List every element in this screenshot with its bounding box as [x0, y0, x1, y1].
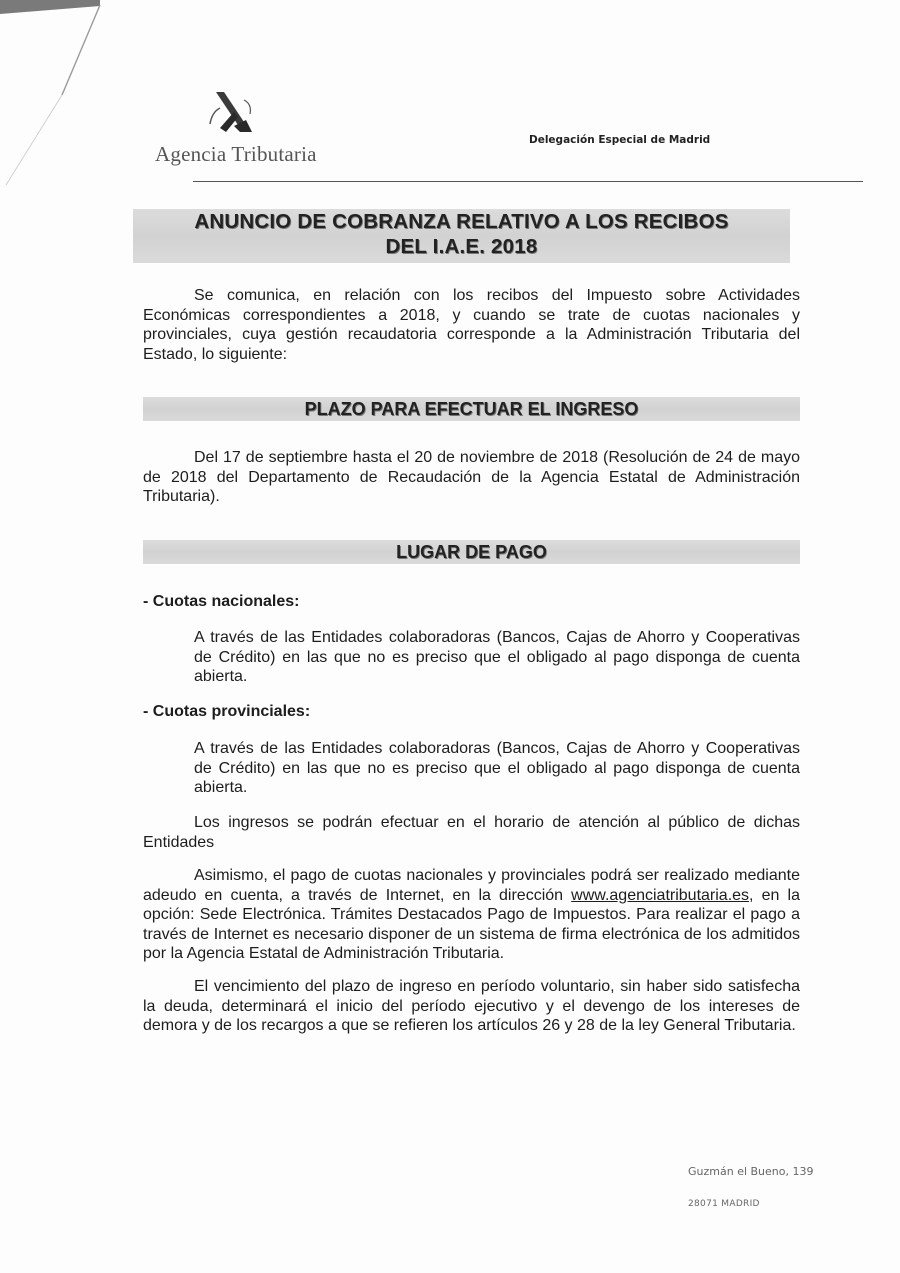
plazo-heading: PLAZO PARA EFECTUAR EL INGRESO: [304, 399, 639, 419]
cuotas-nacionales-label: - Cuotas nacionales:: [143, 593, 300, 610]
internet-paragraph: [143, 866, 800, 964]
agencia-tributaria-emblem-icon: [204, 92, 256, 136]
plazo-heading-bar: [143, 397, 800, 421]
agenciatributaria-link[interactable]: www.agenciatributaria.es: [571, 886, 750, 904]
lugar-heading: LUGAR DE PAGO: [396, 542, 547, 562]
document-title: [133, 209, 790, 263]
lugar-heading-bar: [143, 540, 800, 564]
footer-city: 28071 MADRID: [688, 1199, 760, 1209]
plazo-paragraph: Del 17 de septiembre hasta el 20 de noviembre de 2018 (Resolución de 24 de mayo de 2018 del Departamento de Recaudación de la Agencia Estatal de Administración Tributaria).: [143, 449, 800, 506]
delegacion-label: Delegación Especial de Madrid: [529, 134, 711, 146]
vencimiento-paragraph: El vencimiento del plazo de ingreso en período voluntario, sin haber sido satisfecha la deuda, determinará el inicio del período ejecutivo y el devengo de los intereses de demora y de los recargos a que se refieren los artículos 26 y 28 de la ley General Tributaria.: [143, 978, 800, 1035]
internet-text-before: Asimismo, el pago de cuotas nacionales y provinciales podrá ser realizado mediante adeudo en cuenta, a través de Internet, en la dirección: [143, 867, 800, 904]
cuotas-provinciales-label: - Cuotas provinciales:: [143, 703, 311, 720]
intro-paragraph: Se comunica, en relación con los recibos del Impuesto sobre Actividades Económicas correspondientes a 2018, y cuando se trate de cuotas nacionales y provinciales, cuya gestión recaudatoria corresponde a la Administración Tributaria del Estado, lo siguiente:: [143, 287, 800, 363]
logo-text: Agencia Tributaria: [155, 142, 317, 166]
agencia-tributaria-logo: [150, 92, 320, 172]
cuotas-provinciales-text: A través de las Entidades colaboradoras (Bancos, Cajas de Ahorro y Cooperativas de Crédito) en las que no es preciso que el obligado al pago disponga de cuenta abierta.: [194, 740, 800, 797]
cuotas-nacionales-text: A través de las Entidades colaboradoras (Bancos, Cajas de Ahorro y Cooperativas de Crédito) en las que no es preciso que el obligado al pago disponga de cuenta abierta.: [194, 629, 800, 686]
horario-paragraph: Los ingresos se podrán efectuar en el horario de atención al público de dichas Entidades: [143, 814, 800, 851]
title-line-1: ANUNCIO DE COBRANZA RELATIVO A LOS RECIBOS: [194, 210, 729, 233]
footer-street: Guzmán el Bueno, 139: [688, 1165, 814, 1178]
title-line-2: DEL I.A.E. 2018: [385, 235, 538, 258]
scan-corner-mark: [0, 0, 110, 200]
internet-text-after: , en la opción: Sede Electrónica. Trámites Destacados Pago de Impuestos. Para realizar el pago a través de Internet es necesario disponer de un sistema de firma electrónica de los admitidos por la Agencia Estatal de Administración Tributaria.: [143, 886, 800, 963]
header-divider: [193, 181, 863, 182]
